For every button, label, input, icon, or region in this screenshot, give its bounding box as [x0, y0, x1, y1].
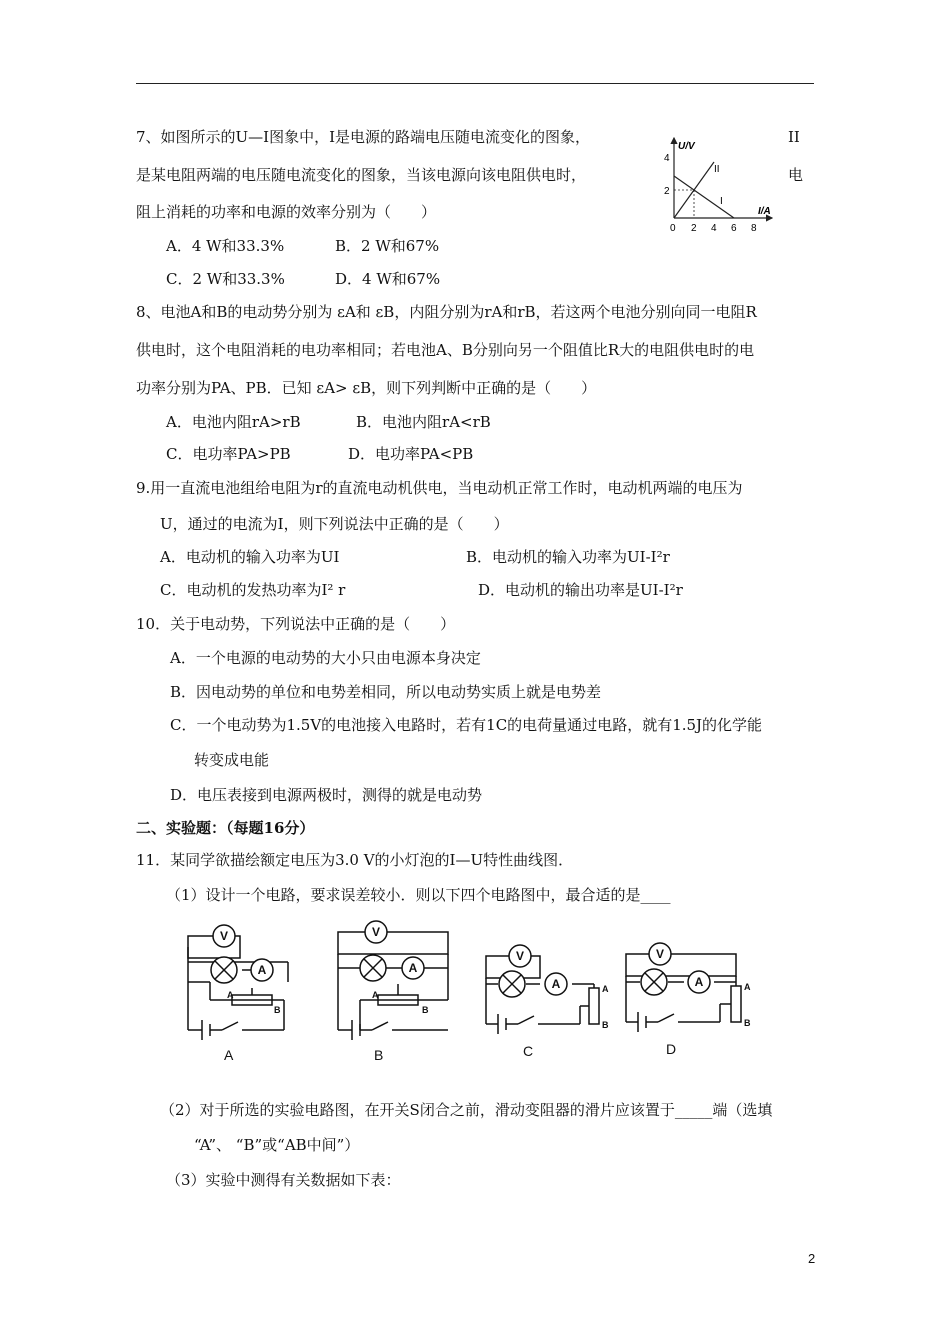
q11-sub-1: （1）设计一个电路，要求误差较小．则以下四个电路图中，最合适的是____ — [166, 886, 671, 904]
q7-option-a: A．4 W和33.3% — [166, 237, 285, 255]
meter-v-d: V — [655, 947, 665, 961]
end-label-a-b: A — [372, 990, 379, 1000]
series-label-II: II — [714, 164, 720, 175]
circuit-b — [338, 932, 448, 1040]
caption-a: A — [224, 1047, 234, 1063]
caption-c: C — [523, 1043, 534, 1059]
q11-sub-3: （3）实验中测得有关数据如下表： — [166, 1171, 401, 1189]
end-label-b-b: B — [422, 1005, 429, 1015]
q9-option-a: A．电动机的输入功率为UI — [160, 548, 340, 566]
q8-option-c: C．电功率PA>PB — [166, 445, 291, 463]
x-tick-6: 6 — [731, 223, 737, 234]
q10-line-1: 10．关于电动势，下列说法中正确的是（ ） — [136, 615, 456, 633]
circuit-a — [188, 936, 288, 1040]
q10-option-a: A．一个电源的电动势的大小只由电源本身决定 — [170, 649, 481, 667]
circuit-d — [626, 954, 741, 1032]
meter-a-a: A — [257, 963, 267, 977]
meter-a-d: A — [694, 975, 704, 989]
q11-sub-2-line-1: （2）对于所选的实验电路图，在开关S闭合之前，滑动变阻器的滑片应该置于_____端（选填 — [160, 1101, 773, 1119]
meter-a-b: A — [408, 961, 418, 975]
q8-line-2: 供电时，这个电阻消耗的电功率相同；若电池A、B分别向另一个阻值比R大的电阻供电时的电 — [136, 341, 755, 359]
q8-line-1: 8、电池A和B的电动势分别为 εA和 εB，内阻分别为rA和rB，若这两个电池分别向同一电阻R — [136, 303, 757, 321]
section-2-title: 二、实验题：（每题16分） — [136, 819, 315, 837]
caption-b: B — [374, 1047, 384, 1063]
x-tick-4: 4 — [711, 223, 717, 234]
q11-line-1: 11．某同学欲描绘额定电压为3.0 V的小灯泡的I—U特性曲线图． — [136, 851, 574, 869]
q7-option-b: B．2 W和67% — [335, 237, 440, 255]
q9-option-b: B．电动机的输入功率为UI-I²r — [466, 548, 670, 566]
q9-option-c: C．电动机的发热功率为I² r — [160, 581, 346, 599]
q7-line-2: 是某电阻两端的电压随电流变化的图象，当该电源向该电阻供电时， — [136, 166, 587, 184]
q7-right-fragment-1: II — [788, 128, 800, 146]
y-axis-label: U/V — [678, 141, 695, 152]
q7-right-fragment-2: 电 — [788, 166, 804, 184]
circuit-diagrams — [180, 918, 780, 1068]
q9-line-2: U，通过的电流为I，则下列说法中正确的是（ ） — [160, 515, 509, 533]
series-line-I — [674, 176, 734, 218]
q8-option-d: D．电功率PA<PB — [348, 445, 474, 463]
x-tick-8: 8 — [751, 223, 757, 234]
x-axis-label: I/A — [758, 206, 771, 217]
page-number: 2 — [808, 1251, 816, 1266]
end-label-a-a: A — [227, 990, 234, 1000]
end-label-b-d: B — [744, 1018, 751, 1028]
q7-option-c: C．2 W和33.3% — [166, 270, 285, 288]
end-label-a-d: A — [744, 982, 751, 992]
end-label-b-a: B — [274, 1005, 281, 1015]
y-tick-2: 2 — [664, 186, 670, 197]
q11-sub-2-line-2: “A”、 “B”或“AB中间”） — [194, 1136, 360, 1154]
circuit-c — [486, 956, 599, 1034]
x-tick-2: 2 — [691, 223, 697, 234]
meter-v-c: V — [515, 949, 525, 963]
meter-v-a: V — [219, 929, 229, 943]
q10-option-c-line-2: 转变成电能 — [194, 751, 270, 769]
q10-option-c-line-1: C．一个电动势为1.5V的电池接入电路时，若有1C的电荷量通过电路，就有1.5J的化学能 — [170, 716, 763, 734]
q8-option-b: B．电池内阻rA<rB — [356, 413, 491, 431]
q10-option-d: D．电压表接到电源两极时，测得的就是电动势 — [170, 786, 483, 804]
meter-v-b: V — [371, 925, 381, 939]
caption-d: D — [666, 1041, 677, 1057]
y-tick-4: 4 — [664, 153, 670, 164]
ui-graph — [660, 130, 785, 240]
header-rule — [136, 83, 814, 84]
q9-option-d: D．电动机的输出功率是UI-I²r — [478, 581, 683, 599]
end-label-a-c: A — [602, 984, 609, 994]
x-tick-0: 0 — [670, 223, 676, 234]
q8-option-a: A．电池内阻rA>rB — [166, 413, 301, 431]
meter-a-c: A — [551, 977, 561, 991]
q7-line-1: 7、如图所示的U—I图象中，I是电源的路端电压随电流变化的图象， — [136, 128, 591, 146]
q7-line-3: 阻上消耗的功率和电源的效率分别为（ ） — [136, 203, 437, 221]
series-label-I: I — [720, 196, 723, 207]
q10-option-b: B．因电动势的单位和电势差相同，所以电动势实质上就是电势差 — [170, 683, 602, 701]
end-label-b-c: B — [602, 1020, 609, 1030]
q9-line-1: 9.用一直流电池组给电阻为r的直流电动机供电，当电动机正常工作时，电动机两端的电压为 — [136, 479, 743, 497]
q7-option-d: D．4 W和67% — [335, 270, 441, 288]
q8-line-3: 功率分别为PA、PB．已知 εA> εB，则下列判断中正确的是（ ） — [136, 379, 597, 397]
